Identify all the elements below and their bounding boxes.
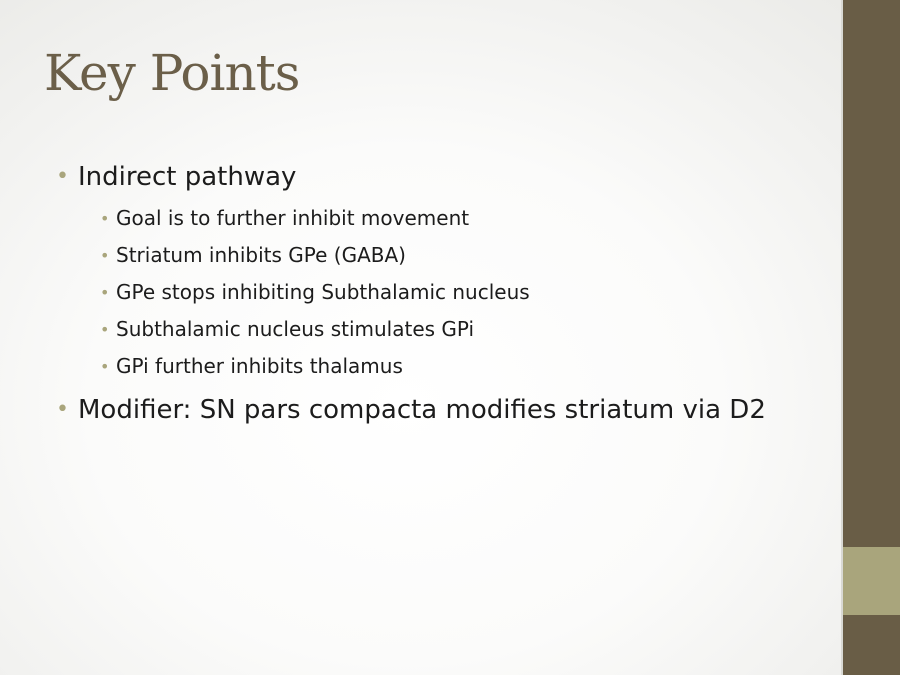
sub-bullet-icon: • — [100, 283, 110, 302]
bullet-item — [56, 391, 836, 429]
bullet-list — [56, 158, 836, 429]
sub-bullet-item — [86, 237, 836, 274]
bullet-text: Modifier: SN pars compacta modifies striatum via D2 — [78, 395, 766, 425]
bullet-item — [56, 158, 836, 385]
sub-bullet-item — [86, 311, 836, 348]
sub-bullet-text: Subthalamic nucleus stimulates GPi — [116, 317, 475, 341]
sub-bullet-list — [78, 200, 836, 385]
sub-bullet-icon: • — [100, 320, 110, 339]
sub-bullet-text: GPe stops inhibiting Subthalamic nucleus — [116, 280, 530, 304]
sub-bullet-item — [86, 348, 836, 385]
bullet-icon: • — [56, 164, 69, 189]
sub-bullet-text: Striatum inhibits GPe (GABA) — [116, 243, 406, 267]
sub-bullet-text: GPi further inhibits thalamus — [116, 354, 403, 378]
bullet-text: Indirect pathway — [78, 162, 297, 192]
sub-bullet-icon: • — [100, 209, 110, 228]
slide-title: Key Points — [44, 44, 300, 102]
sub-bullet-icon: • — [100, 246, 110, 265]
side-bar-accent — [843, 547, 900, 615]
bullet-icon: • — [56, 397, 69, 422]
sub-bullet-text: Goal is to further inhibit movement — [116, 206, 470, 230]
sub-bullet-icon: • — [100, 357, 110, 376]
sub-bullet-item — [86, 200, 836, 237]
sub-bullet-item — [86, 274, 836, 311]
